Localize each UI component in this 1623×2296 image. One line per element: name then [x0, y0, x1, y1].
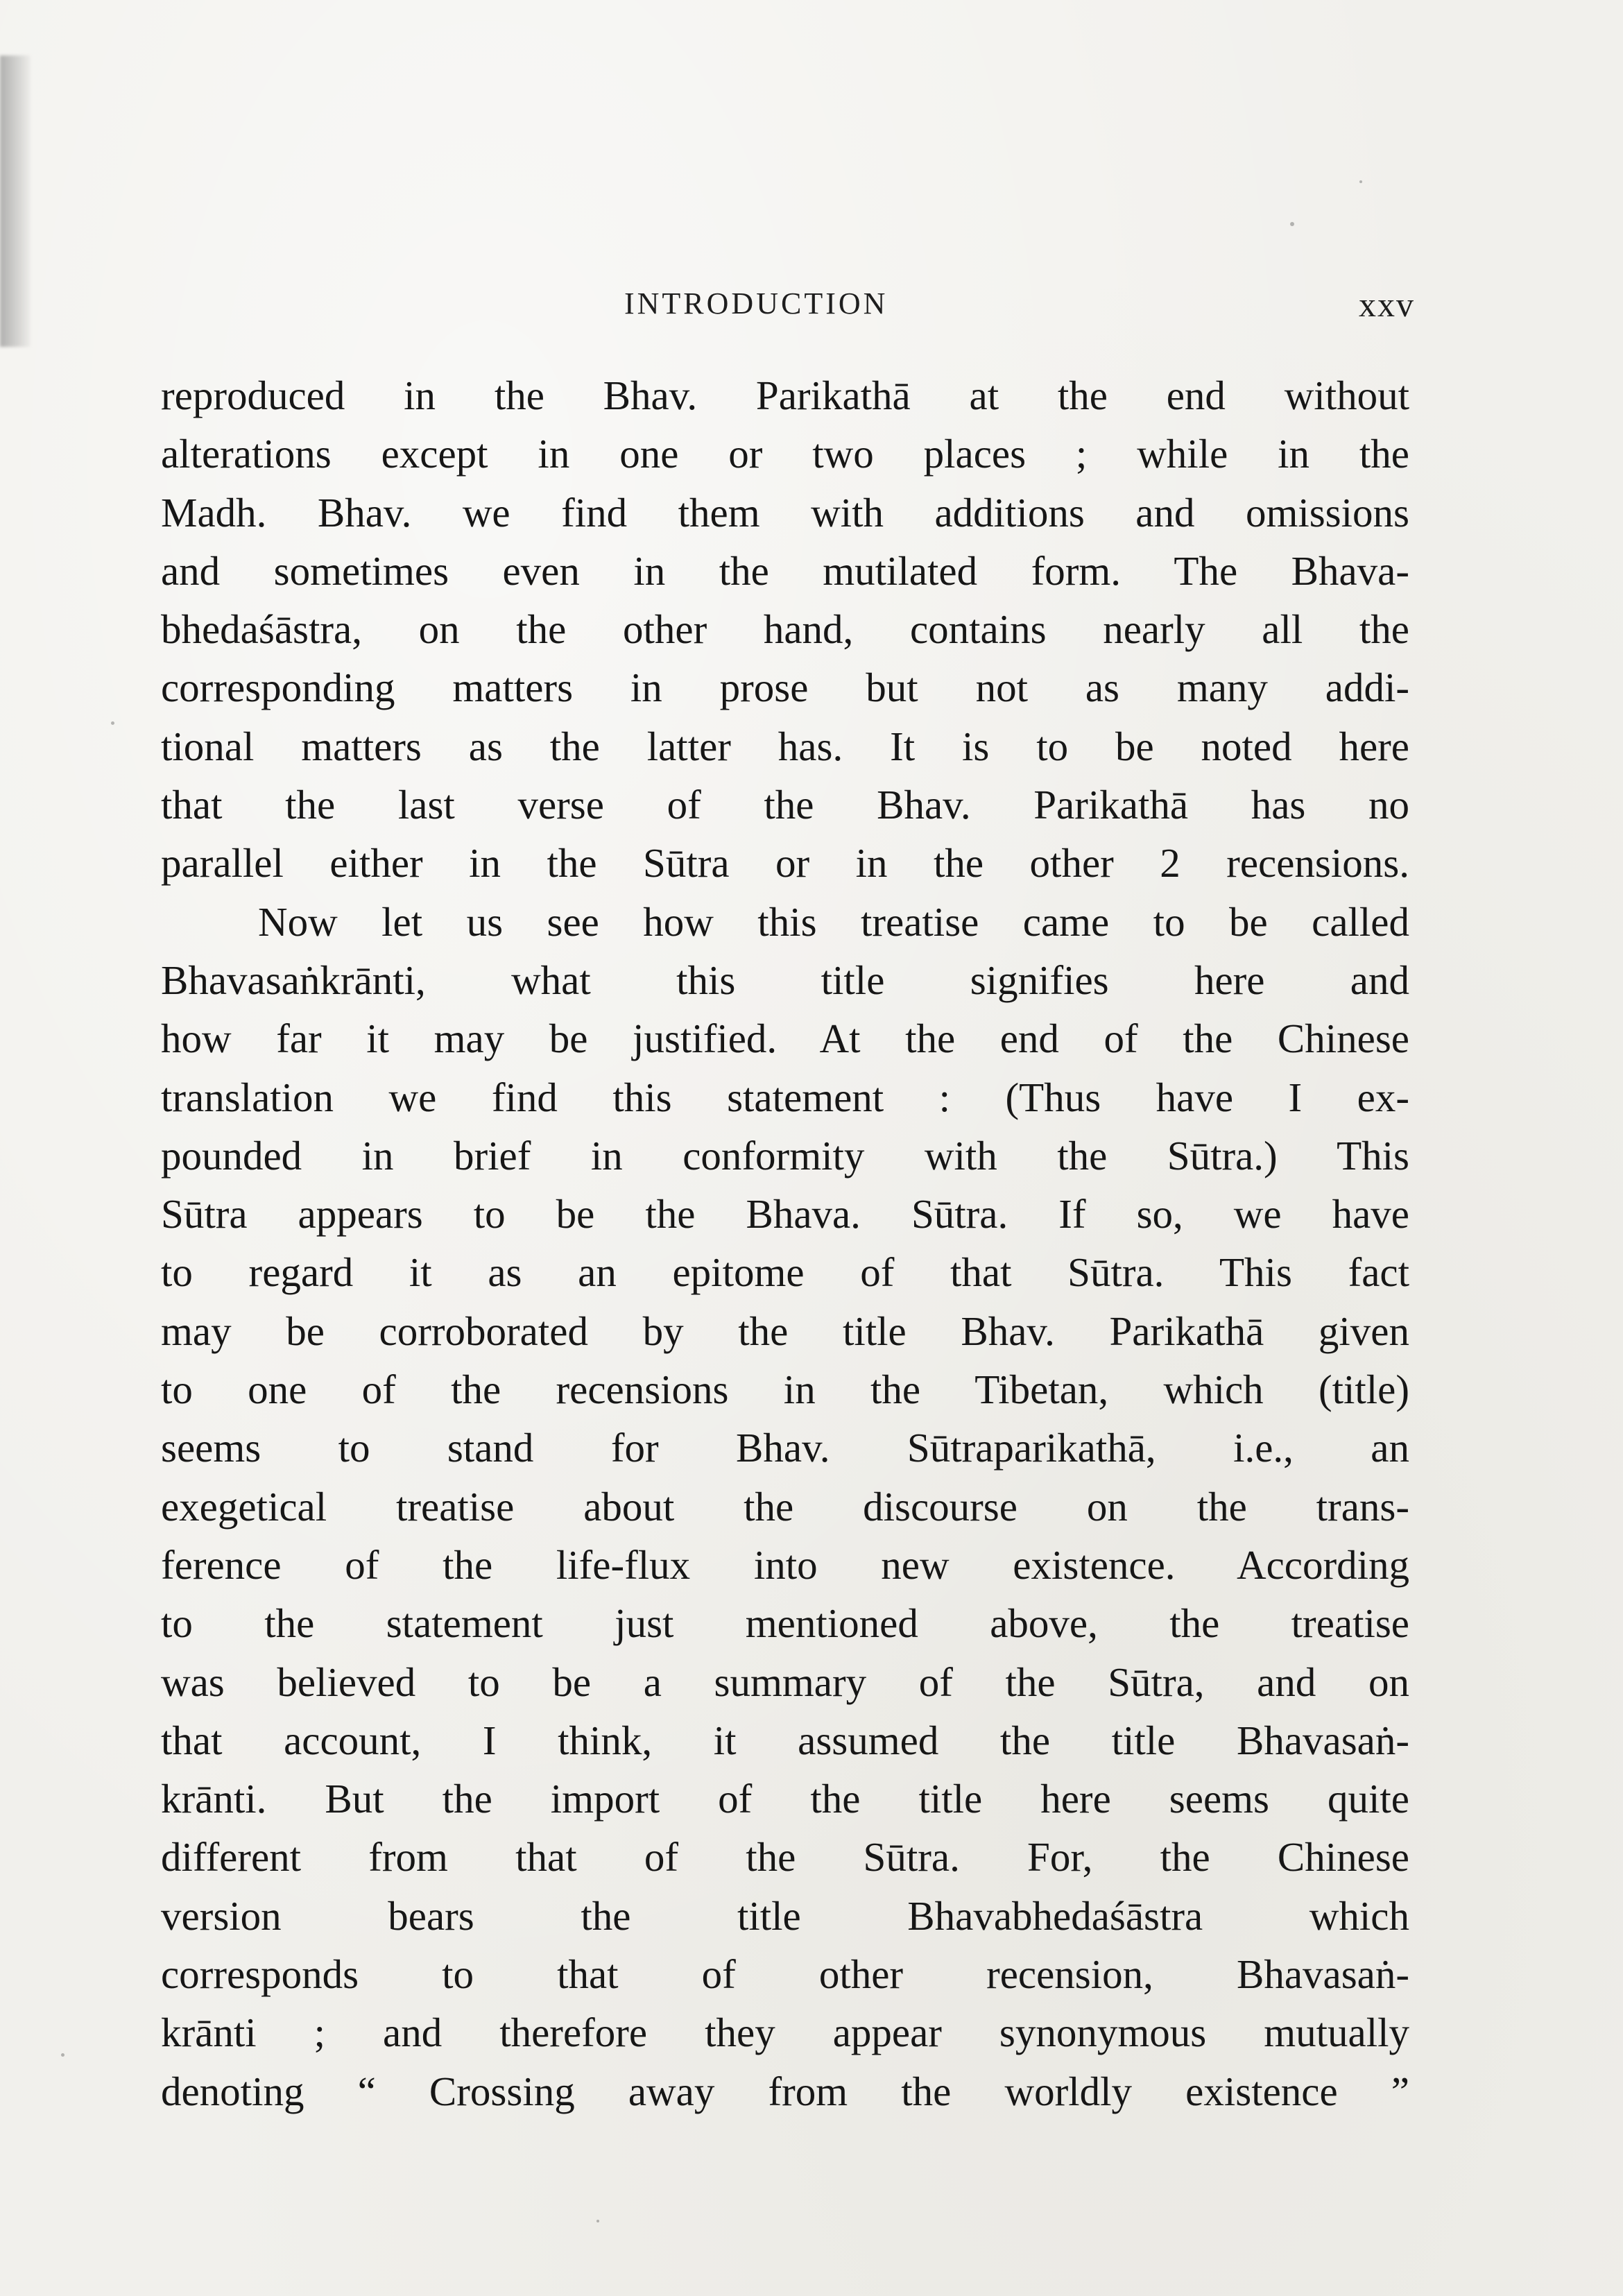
page-number: xxv — [1359, 285, 1415, 324]
text-line: corresponds to that of other recension, Bhavasaṅ- — [161, 1951, 1409, 1998]
paragraph-first-line: Now let us see how this treatise came to be called — [258, 898, 1409, 945]
body-text — [161, 366, 1409, 2121]
text-line: corresponding matters in prose but not as many addi- — [161, 665, 1409, 711]
text-line: to regard it as an epitome of that Sūtra. This fact — [161, 1249, 1409, 1296]
scan-speck — [596, 2220, 599, 2222]
text-line: version bears the title Bhavabhedaśāstra which — [161, 1892, 1409, 1939]
scan-speck — [111, 721, 114, 725]
scan-speck — [1290, 222, 1294, 226]
running-head-title: INTRODUCTION — [624, 286, 888, 320]
text-line: krānti ; and therefore they appear synonymous mutually — [161, 2010, 1409, 2056]
scan-speck — [1359, 180, 1362, 183]
text-line: Sūtra appears to be the Bhava. Sūtra. If so, we have — [161, 1191, 1409, 1237]
scan-speck — [61, 2053, 65, 2057]
text-line: and sometimes even in the mutilated form. The Bhava- — [161, 547, 1409, 594]
text-line: seems to stand for Bhav. Sūtraparikathā, i.e., an — [161, 1425, 1409, 1471]
text-line: reproduced in the Bhav. Parikathā at the end without — [161, 372, 1409, 418]
text-line: denoting “ Crossing away from the worldly existence ” — [161, 2068, 1409, 2114]
text-line: parallel either in the Sūtra or in the other 2 recensions. — [161, 840, 1409, 886]
text-line: Madh. Bhav. we find them with additions and omissions — [161, 489, 1409, 536]
binding-edge-shadow — [0, 55, 31, 347]
text-line: that account, I think, it assumed the title Bhavasaṅ- — [161, 1717, 1409, 1763]
text-line: different from that of the Sūtra. For, the Chinese — [161, 1834, 1409, 1881]
text-line: to the statement just mentioned above, the treatise — [161, 1600, 1409, 1647]
text-line: exegetical treatise about the discourse on the trans- — [161, 1483, 1409, 1530]
text-line: ference of the life-flux into new existence. According — [161, 1541, 1409, 1588]
text-line: that the last verse of the Bhav. Parikathā has no — [161, 782, 1409, 828]
text-line: may be corroborated by the title Bhav. Parikathā given — [161, 1308, 1409, 1354]
text-line: alterations except in one or two places ; while in the — [161, 431, 1409, 477]
text-line: Bhavasaṅkrānti, what this title signifies here and — [161, 957, 1409, 1003]
running-head — [624, 277, 1415, 326]
text-line: pounded in brief in conformity with the Sūtra.) This — [161, 1132, 1409, 1179]
text-line: krānti. But the import of the title here seems quite — [161, 1776, 1409, 1822]
text-line: to one of the recensions in the Tibetan, which (title) — [161, 1367, 1409, 1413]
text-line: tional matters as the latter has. It is to be noted here — [161, 723, 1409, 769]
text-line: was believed to be a summary of the Sūtra, and on — [161, 1659, 1409, 1705]
text-line: translation we find this statement : (Thus have I ex- — [161, 1074, 1409, 1120]
text-line: how far it may be justified. At the end of the Chinese — [161, 1016, 1409, 1062]
text-line: bhedaśāstra, on the other hand, contains nearly all the — [161, 606, 1409, 653]
